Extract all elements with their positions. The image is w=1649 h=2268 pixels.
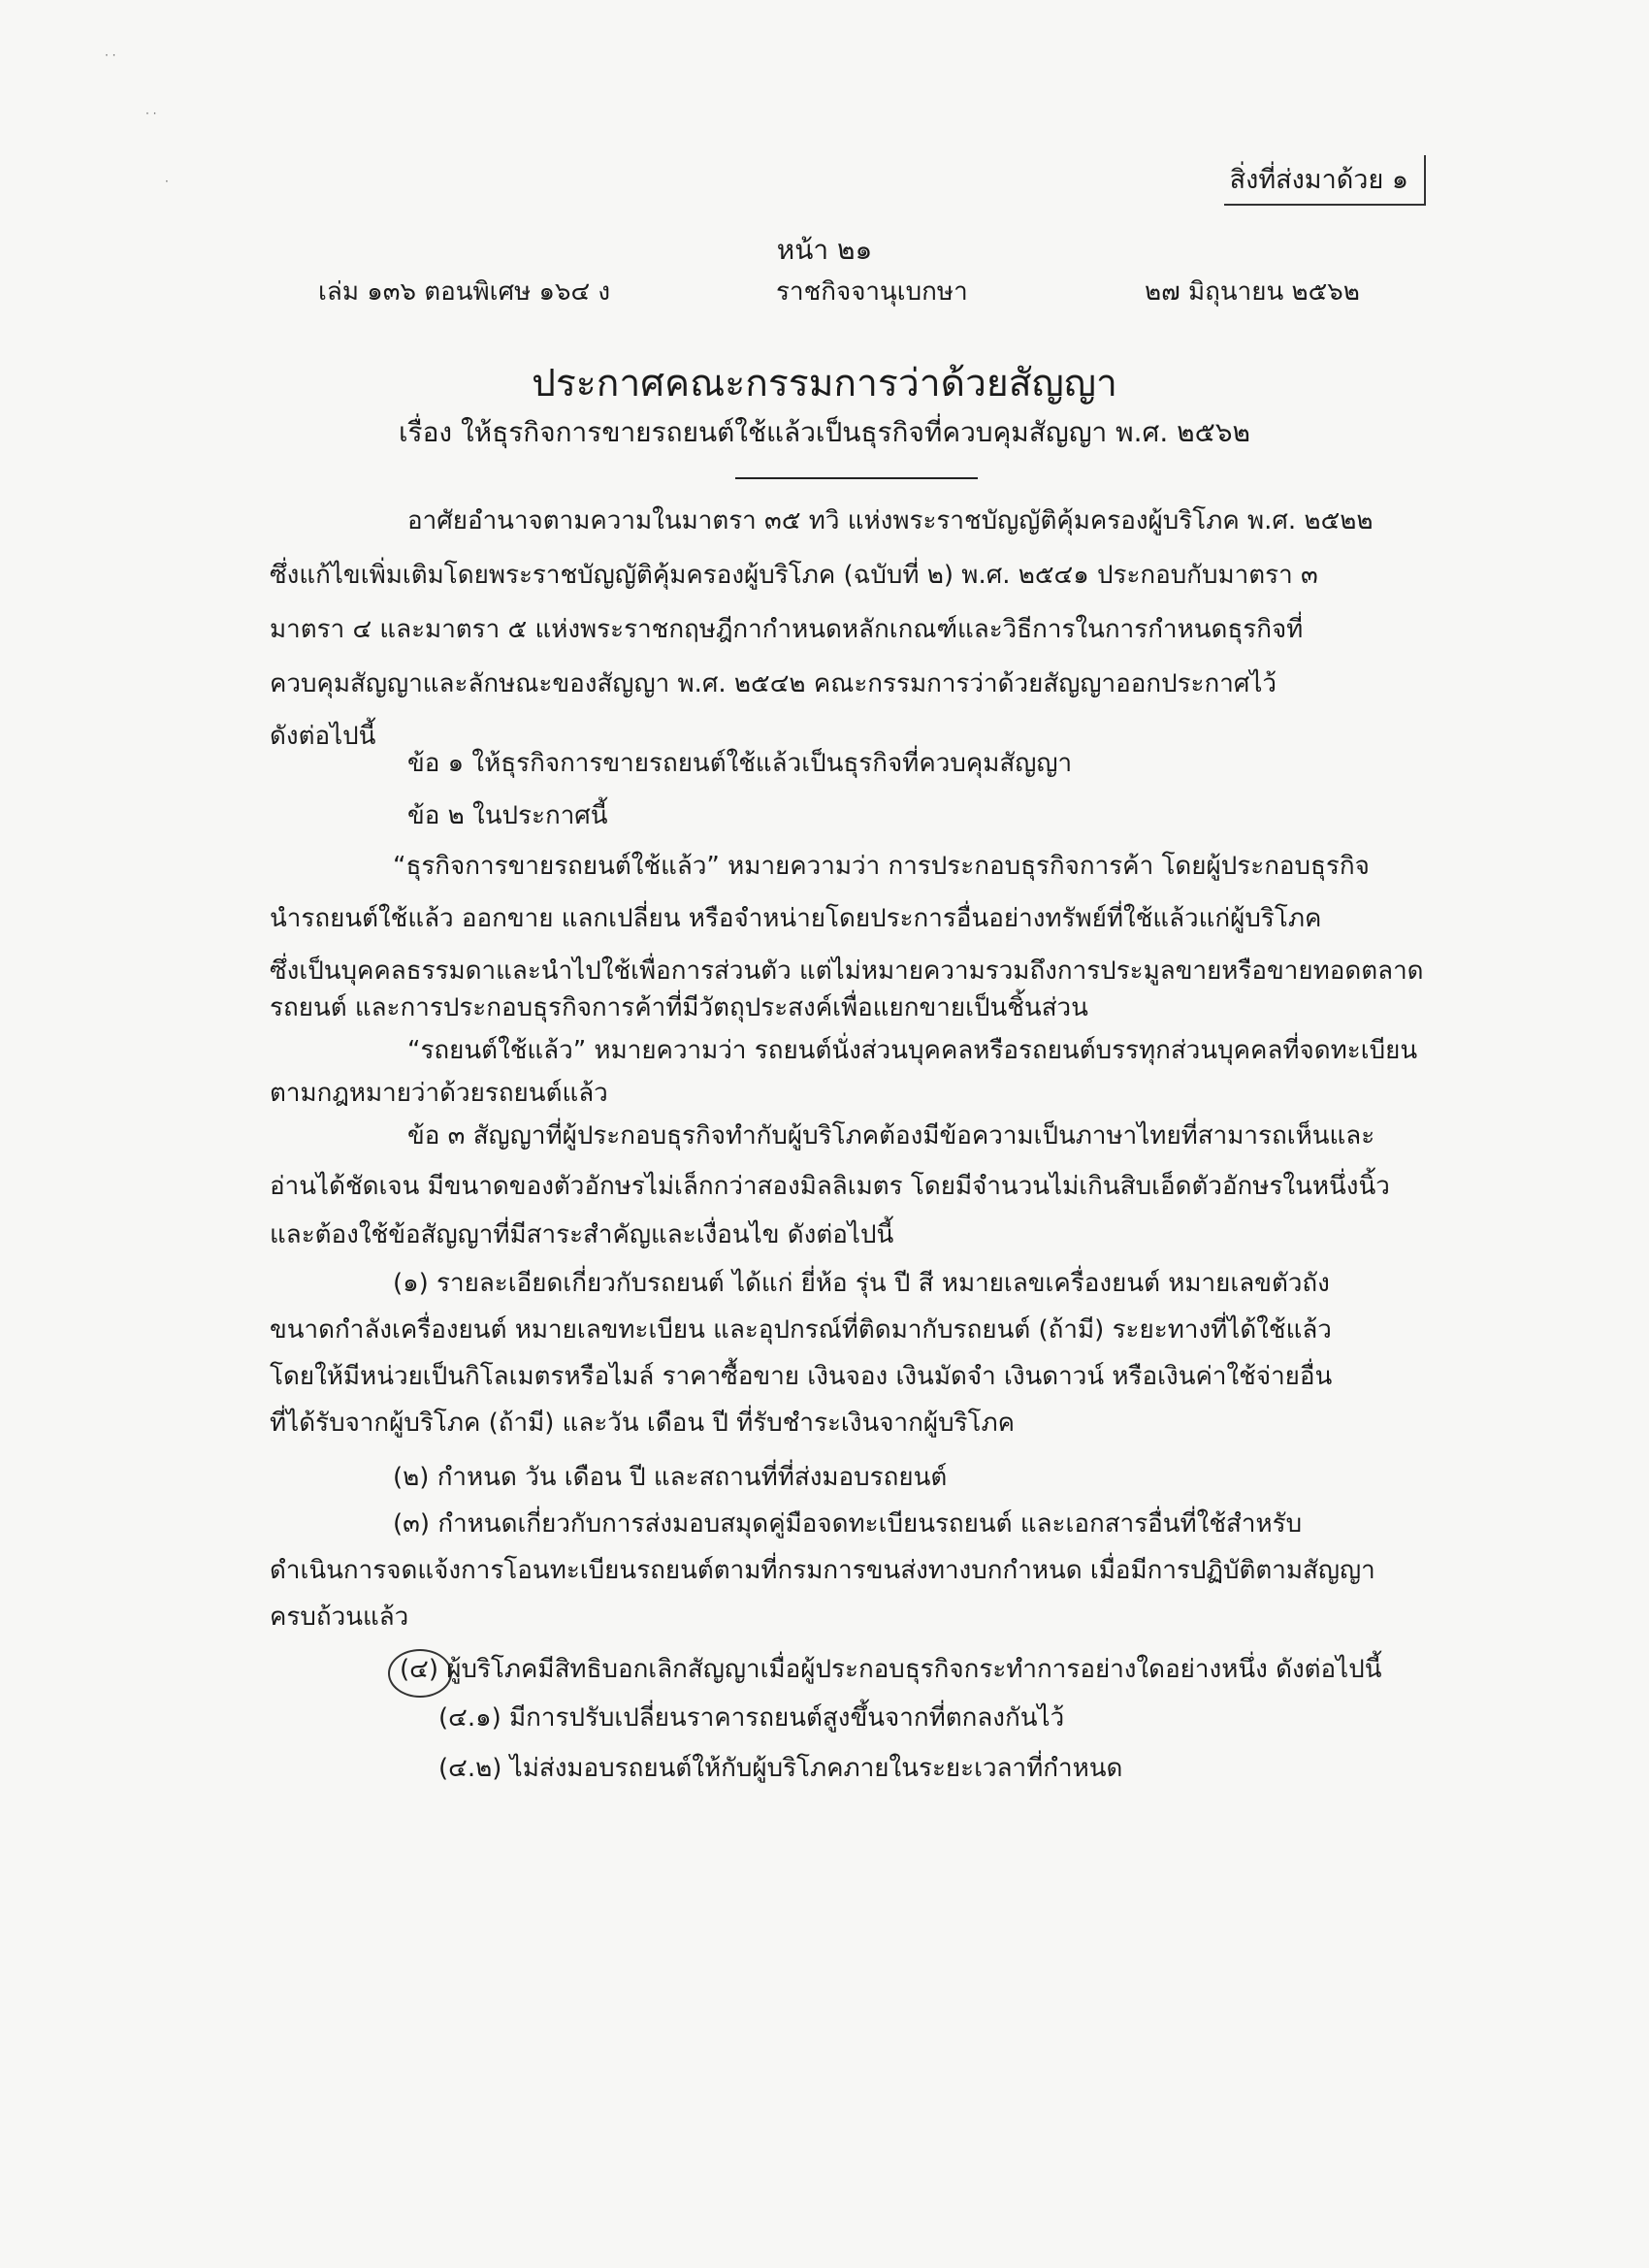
body-line: และต้องใช้ข้อสัญญาที่มีสาระสำคัญและเงื่อนไข ดังต่อไปนี้ xyxy=(270,1220,894,1249)
body-line: นำรถยนต์ใช้แล้ว ออกขาย แลกเปลี่ยน หรือจำหน่ายโดยประการอื่นอย่างทรัพย์ที่ใช้แล้วแก่ผู้บริโภค xyxy=(270,904,1322,933)
attachment-label: สิ่งที่ส่งมาด้วย ๑ xyxy=(1224,155,1426,206)
scan-speck: · xyxy=(165,175,169,188)
scan-speck: · · xyxy=(105,49,116,62)
body-line: ซึ่งเป็นบุคคลธรรมดาและนำไปใช้เพื่อการส่วนตัว แต่ไม่หมายความรวมถึงการประมูลขายหรือขายทอดตลาด xyxy=(270,956,1424,986)
body-line: ดังต่อไปนี้ xyxy=(270,722,376,751)
item-4: (๔) ผู้บริโภคมีสิทธิบอกเลิกสัญญาเมื่อผู้ประกอบธุรกิจกระทำการอย่างใดอย่างหนึ่ง ดังต่อไปนี้ xyxy=(400,1655,1382,1684)
document-subject: เรื่อง ให้ธุรกิจการขายรถยนต์ใช้แล้วเป็นธุรกิจที่ควบคุมสัญญา พ.ศ. ๒๕๖๒ xyxy=(398,416,1250,448)
title-divider xyxy=(735,477,978,479)
document-title: ประกาศคณะกรรมการว่าด้วยสัญญา xyxy=(532,362,1117,405)
body-line: ที่ได้รับจากผู้บริโภค (ถ้ามี) และวัน เดือน ปี ที่รับชำระเงินจากผู้บริโภค xyxy=(270,1409,1016,1438)
body-line: ดำเนินการจดแจ้งการโอนทะเบียนรถยนต์ตามที่กรมการขนส่งทางบกกำหนด เมื่อมีการปฏิบัติตามสัญญา xyxy=(270,1556,1375,1585)
body-line: รถยนต์ และการประกอบธุรกิจการค้าที่มีวัตถุประสงค์เพื่อแยกขายเป็นชิ้นส่วน xyxy=(270,993,1088,1022)
clause-1: ข้อ ๑ ให้ธุรกิจการขายรถยนต์ใช้แล้วเป็นธุรกิจที่ควบคุมสัญญา xyxy=(407,749,1073,778)
page-number: หน้า ๒๑ xyxy=(776,234,873,266)
gazette-date: ๒๗ มิถุนายน ๒๕๖๒ xyxy=(1145,277,1360,307)
body-line: ครบถ้วนแล้ว xyxy=(270,1603,409,1632)
body-line: ควบคุมสัญญาและลักษณะของสัญญา พ.ศ. ๒๕๔๒ คณะกรรมการว่าด้วยสัญญาออกประกาศไว้ xyxy=(270,669,1277,698)
clause-2: ข้อ ๒ ในประกาศนี้ xyxy=(407,801,608,830)
clause-3: ข้อ ๓ สัญญาที่ผู้ประกอบธุรกิจทำกับผู้บริโภคต้องมีข้อความเป็นภาษาไทยที่สามารถเห็นและ xyxy=(407,1121,1375,1150)
gazette-name: ราชกิจจานุเบกษา xyxy=(776,277,968,307)
body-line: ขนาดกำลังเครื่องยนต์ หมายเลขทะเบียน และอุปกรณ์ที่ติดมากับรถยนต์ (ถ้ามี) ระยะทางที่ได้ใช้แล้ว xyxy=(270,1315,1332,1345)
gazette-volume: เล่ม ๑๓๖ ตอนพิเศษ ๑๖๔ ง xyxy=(318,277,611,307)
item-4-2: (๔.๒) ไม่ส่งมอบรถยนต์ให้กับผู้บริโภคภายในระยะเวลาที่กำหนด xyxy=(438,1754,1123,1783)
body-line: อ่านได้ชัดเจน มีขนาดของตัวอักษรไม่เล็กกว่าสองมิลลิเมตร โดยมีจำนวนไม่เกินสิบเอ็ดตัวอักษรในหนึ่งนิ้ว xyxy=(270,1172,1390,1201)
body-line: โดยให้มีหน่วยเป็นกิโลเมตรหรือไมล์ ราคาซื้อขาย เงินจอง เงินมัดจำ เงินดาวน์ หรือเงินค่าใช้จ่ายอื่น xyxy=(270,1362,1333,1391)
body-line: มาตรา ๔ และมาตรา ๕ แห่งพระราชกฤษฎีกากำหนดหลักเกณฑ์และวิธีการในการกำหนดธุรกิจที่ xyxy=(270,615,1304,644)
body-line: ตามกฎหมายว่าด้วยรถยนต์แล้ว xyxy=(270,1079,608,1108)
scan-speck: · · xyxy=(146,107,157,120)
body-line: ซึ่งแก้ไขเพิ่มเติมโดยพระราชบัญญัติคุ้มครองผู้บริโภค (ฉบับที่ ๒) พ.ศ. ๒๕๔๑ ประกอบกับมาตรา ๓ xyxy=(270,561,1318,590)
body-line: “ธุรกิจการขายรถยนต์ใช้แล้ว” หมายความว่า การประกอบธุรกิจการค้า โดยผู้ประกอบธุรกิจ xyxy=(393,852,1370,881)
item-4-1: (๔.๑) มีการปรับเปลี่ยนราคารถยนต์สูงขึ้นจากที่ตกลงกันไว้ xyxy=(438,1703,1065,1733)
body-line: อาศัยอำนาจตามความในมาตรา ๓๕ ทวิ แห่งพระราชบัญญัติคุ้มครองผู้บริโภค พ.ศ. ๒๕๒๒ xyxy=(407,506,1374,535)
body-line: “รถยนต์ใช้แล้ว” หมายความว่า รถยนต์นั่งส่วนบุคคลหรือรถยนต์บรรทุกส่วนบุคคลที่จดทะเบียน xyxy=(407,1036,1418,1065)
item-3: (๓) กำหนดเกี่ยวกับการส่งมอบสมุดคู่มือจดทะเบียนรถยนต์ และเอกสารอื่นที่ใช้สำหรับ xyxy=(393,1509,1303,1539)
item-1: (๑) รายละเอียดเกี่ยวกับรถยนต์ ได้แก่ ยี่ห้อ รุ่น ปี สี หมายเลขเครื่องยนต์ หมายเลขตัวถัง xyxy=(393,1269,1330,1298)
item-2: (๒) กำหนด วัน เดือน ปี และสถานที่ที่ส่งมอบรถยนต์ xyxy=(393,1463,948,1492)
